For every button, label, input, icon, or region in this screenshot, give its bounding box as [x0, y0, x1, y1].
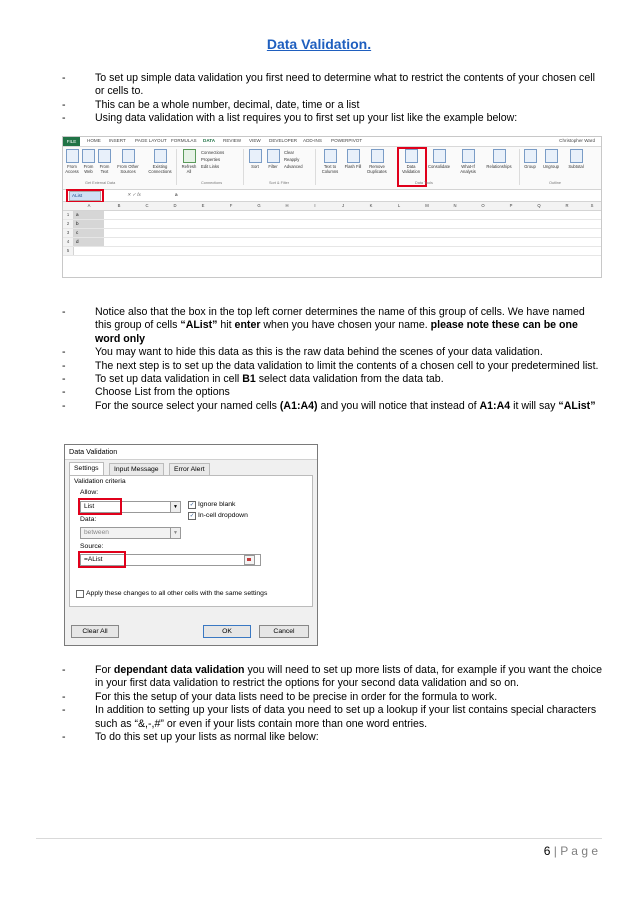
- name-box[interactable]: AList: [69, 191, 101, 201]
- column-header[interactable]: C: [145, 203, 149, 208]
- mid-bullet-list: [62, 306, 602, 413]
- ribbon-tabs: [63, 137, 601, 147]
- table-row: 1 a: [63, 211, 601, 220]
- range-picker-icon[interactable]: [244, 555, 255, 565]
- fx-icon[interactable]: ✕ ✓ fx: [127, 192, 141, 197]
- database-icon: [122, 149, 135, 163]
- column-header[interactable]: O: [481, 203, 485, 208]
- intro-bullet-list: [62, 72, 602, 126]
- data-validation-button[interactable]: Data Validation: [399, 149, 423, 174]
- column-header[interactable]: H: [285, 203, 289, 208]
- consolidate-button[interactable]: Consolidate: [425, 149, 453, 169]
- chevron-down-icon: ▼: [170, 502, 180, 512]
- column-header[interactable]: P: [509, 203, 513, 208]
- ok-button[interactable]: OK: [203, 625, 251, 638]
- chevron-down-icon: ▼: [170, 528, 180, 538]
- column-header[interactable]: L: [397, 203, 401, 208]
- tab-view[interactable]: VIEW: [249, 138, 261, 143]
- group-label: Data Tools: [415, 181, 433, 185]
- column-header[interactable]: S: [590, 203, 594, 208]
- list-item: - For this the setup of your data lists need to be precise in order for the formula to work.: [62, 690, 498, 703]
- text-to-columns-button[interactable]: Text to Columns: [318, 149, 342, 174]
- tab-add-ins[interactable]: ADD-INS: [303, 138, 322, 143]
- cell-a2[interactable]: b: [74, 220, 104, 228]
- list-item: - To set up simple data validation you first need to determine what to restrict the contents of your chosen cell or cells to.: [62, 72, 595, 98]
- allow-label: Allow:: [80, 489, 99, 496]
- web-icon: [82, 149, 95, 163]
- user-name[interactable]: Christopher Ward: [559, 138, 595, 143]
- data-label: Data:: [80, 516, 97, 523]
- list-item: - This can be a whole number, decimal, date, time or a list: [62, 98, 360, 111]
- column-header[interactable]: G: [257, 203, 261, 208]
- table-row: 5: [63, 247, 601, 256]
- column-header[interactable]: D: [173, 203, 177, 208]
- refresh-icon: [183, 149, 196, 163]
- source-input[interactable]: =AList: [80, 554, 261, 566]
- group-button[interactable]: Group: [522, 149, 538, 169]
- properties-button[interactable]: Properties: [201, 157, 221, 162]
- filter-button[interactable]: Filter: [265, 149, 281, 169]
- from-access-button[interactable]: From Access: [64, 149, 80, 174]
- column-header[interactable]: I: [314, 203, 316, 208]
- cell-a3[interactable]: c: [74, 229, 104, 237]
- text-to-columns-icon: [324, 149, 337, 163]
- text-file-icon: [98, 149, 111, 163]
- from-other-sources-button[interactable]: From Other Sources: [113, 149, 143, 174]
- column-header[interactable]: R: [565, 203, 569, 208]
- consolidate-icon: [433, 149, 446, 163]
- advanced-button[interactable]: Advanced: [284, 164, 303, 169]
- tab-home[interactable]: HOME: [87, 138, 101, 143]
- flash-fill-icon: [347, 149, 360, 163]
- dialog-title: Data Validation: [65, 445, 317, 460]
- ribbon: [63, 147, 601, 190]
- from-web-button[interactable]: From Web: [81, 149, 96, 174]
- list-item: - The next step is to set up the data validation to limit the contents of a chosen cell to your predetermined list.: [62, 359, 599, 372]
- column-header[interactable]: M: [425, 203, 429, 208]
- clear-button[interactable]: Clear: [284, 150, 295, 155]
- source-label: Source:: [80, 543, 104, 550]
- criteria-label: Validation criteria: [74, 478, 126, 485]
- access-icon: [66, 149, 79, 163]
- apply-all-checkbox[interactable]: [76, 590, 84, 598]
- column-header[interactable]: E: [201, 203, 205, 208]
- what-if-icon: [462, 149, 475, 163]
- list-item: - To do this set up your lists as normal like below:: [62, 731, 319, 744]
- tab-developer[interactable]: DEVELOPER: [269, 138, 298, 143]
- connections-button[interactable]: Connections: [201, 150, 225, 155]
- list-item: - Choose List from the options: [62, 386, 230, 399]
- highlight-allow: [78, 498, 122, 515]
- tab-review[interactable]: REVIEW: [223, 138, 242, 143]
- list-item: - Notice also that the box in the top left corner determines the name of this group of cells. We have named this group of cells “AList” hit enter when you have chosen your name. please note these can be one word only: [62, 306, 585, 345]
- tab-insert[interactable]: INSERT: [109, 138, 126, 143]
- tab-file[interactable]: FILE: [63, 137, 80, 146]
- settings-panel: [69, 475, 313, 607]
- group-icon: [524, 149, 537, 163]
- relationships-icon: [493, 149, 506, 163]
- in-cell-dropdown-label: In-cell dropdown: [198, 512, 248, 519]
- tab-powerpivot[interactable]: POWERPIVOT: [331, 138, 363, 143]
- ignore-blank-checkbox[interactable]: ✓: [189, 502, 195, 508]
- highlight-source: [78, 551, 126, 568]
- reapply-button[interactable]: Reapply: [284, 157, 300, 162]
- excel-screenshot: [62, 136, 602, 278]
- subtotal-icon: [570, 149, 583, 163]
- what-if-analysis-button[interactable]: What-If Analysis: [455, 149, 481, 174]
- tab-settings[interactable]: Settings: [69, 462, 104, 476]
- edit-links-button[interactable]: Edit Links: [201, 164, 220, 169]
- group-label: Outline: [549, 181, 562, 185]
- group-label: Get External Data: [85, 181, 116, 185]
- column-headers: [63, 202, 601, 211]
- dialog-tabs: [65, 463, 317, 475]
- footer-divider: [36, 838, 602, 839]
- ignore-blank-label: Ignore blank: [198, 501, 236, 508]
- flash-fill-button[interactable]: Flash Fill: [344, 149, 362, 169]
- ungroup-icon: [545, 149, 558, 163]
- highlight-name-box: [66, 189, 104, 203]
- clear-all-button[interactable]: Clear All: [71, 625, 119, 638]
- column-header[interactable]: Q: [537, 203, 541, 208]
- cancel-button[interactable]: Cancel: [259, 625, 309, 638]
- list-item: - To set up data validation in cell B1 select data validation from the data tab.: [62, 373, 444, 386]
- existing-connections-button[interactable]: Existing Connections: [147, 149, 173, 174]
- apply-all-label: Apply these changes to all other cells with the same settings: [86, 590, 268, 597]
- tab-formulas[interactable]: FORMULAS: [171, 138, 197, 143]
- data-select: between ▼: [80, 527, 181, 539]
- ungroup-button[interactable]: Ungroup: [540, 149, 562, 169]
- formula-bar: [63, 190, 601, 202]
- refresh-all-button[interactable]: Refresh All: [179, 149, 199, 174]
- tab-data[interactable]: DATA: [203, 138, 216, 143]
- list-item: - For the source select your named cells (A1:A4) and you will notice that instead of A1:A4 it will say “AList”: [62, 399, 596, 412]
- sort-icon: [249, 149, 262, 163]
- end-bullet-list: [62, 664, 602, 744]
- group-label: Connections: [201, 181, 223, 185]
- column-header[interactable]: B: [117, 203, 121, 208]
- data-validation-dialog: [64, 444, 318, 646]
- table-row: 4 d: [63, 238, 601, 247]
- page-title: Data Validation.: [266, 36, 372, 52]
- cell-a1[interactable]: a: [74, 211, 104, 219]
- allow-select[interactable]: List ▼: [80, 501, 181, 513]
- from-text-button[interactable]: From Text: [97, 149, 112, 174]
- in-cell-dropdown-checkbox[interactable]: ✓: [189, 513, 195, 519]
- tab-error-alert[interactable]: Error Alert: [169, 463, 210, 476]
- tab-page-layout[interactable]: PAGE LAYOUT: [135, 138, 167, 143]
- list-item: - Using data validation with a list requires you to first set up your list like the example below:: [62, 112, 518, 125]
- column-header[interactable]: F: [229, 203, 233, 208]
- filter-icon: [267, 149, 280, 163]
- list-item: - You may want to hide this data as this is the raw data behind the scenes of your data validation.: [62, 346, 543, 359]
- remove-duplicates-button[interactable]: Remove Duplicates: [363, 149, 391, 174]
- relationships-button[interactable]: Relationships: [483, 149, 515, 169]
- table-row: 2 b: [63, 220, 601, 229]
- connections-icon: [154, 149, 167, 163]
- column-header[interactable]: K: [369, 203, 373, 208]
- formula-input[interactable]: a: [175, 192, 178, 197]
- tab-input-message[interactable]: Input Message: [109, 463, 164, 476]
- subtotal-button[interactable]: Subtotal: [564, 149, 588, 169]
- list-item: - In addition to setting up your lists of data you need to set up a lookup if your list contains special characters such as “&,-,#” or even if your lists contain more than one word entries.: [62, 704, 597, 730]
- remove-duplicates-icon: [371, 149, 384, 163]
- column-header[interactable]: N: [453, 203, 457, 208]
- cell-a4[interactable]: d: [74, 238, 104, 246]
- list-item: - For dependant data validation you will need to set up more lists of data, for example if you want the choice in your first data validation to restrict the options for your second data validation and so on.: [62, 664, 602, 690]
- group-label: Sort & Filter: [269, 181, 290, 185]
- page-number: 6 | P a g e: [543, 844, 598, 858]
- sort-button[interactable]: Sort: [247, 149, 263, 169]
- table-row: 3 c: [63, 229, 601, 238]
- column-header[interactable]: A: [87, 203, 91, 208]
- spreadsheet-grid: [63, 202, 601, 256]
- column-header[interactable]: J: [341, 203, 345, 208]
